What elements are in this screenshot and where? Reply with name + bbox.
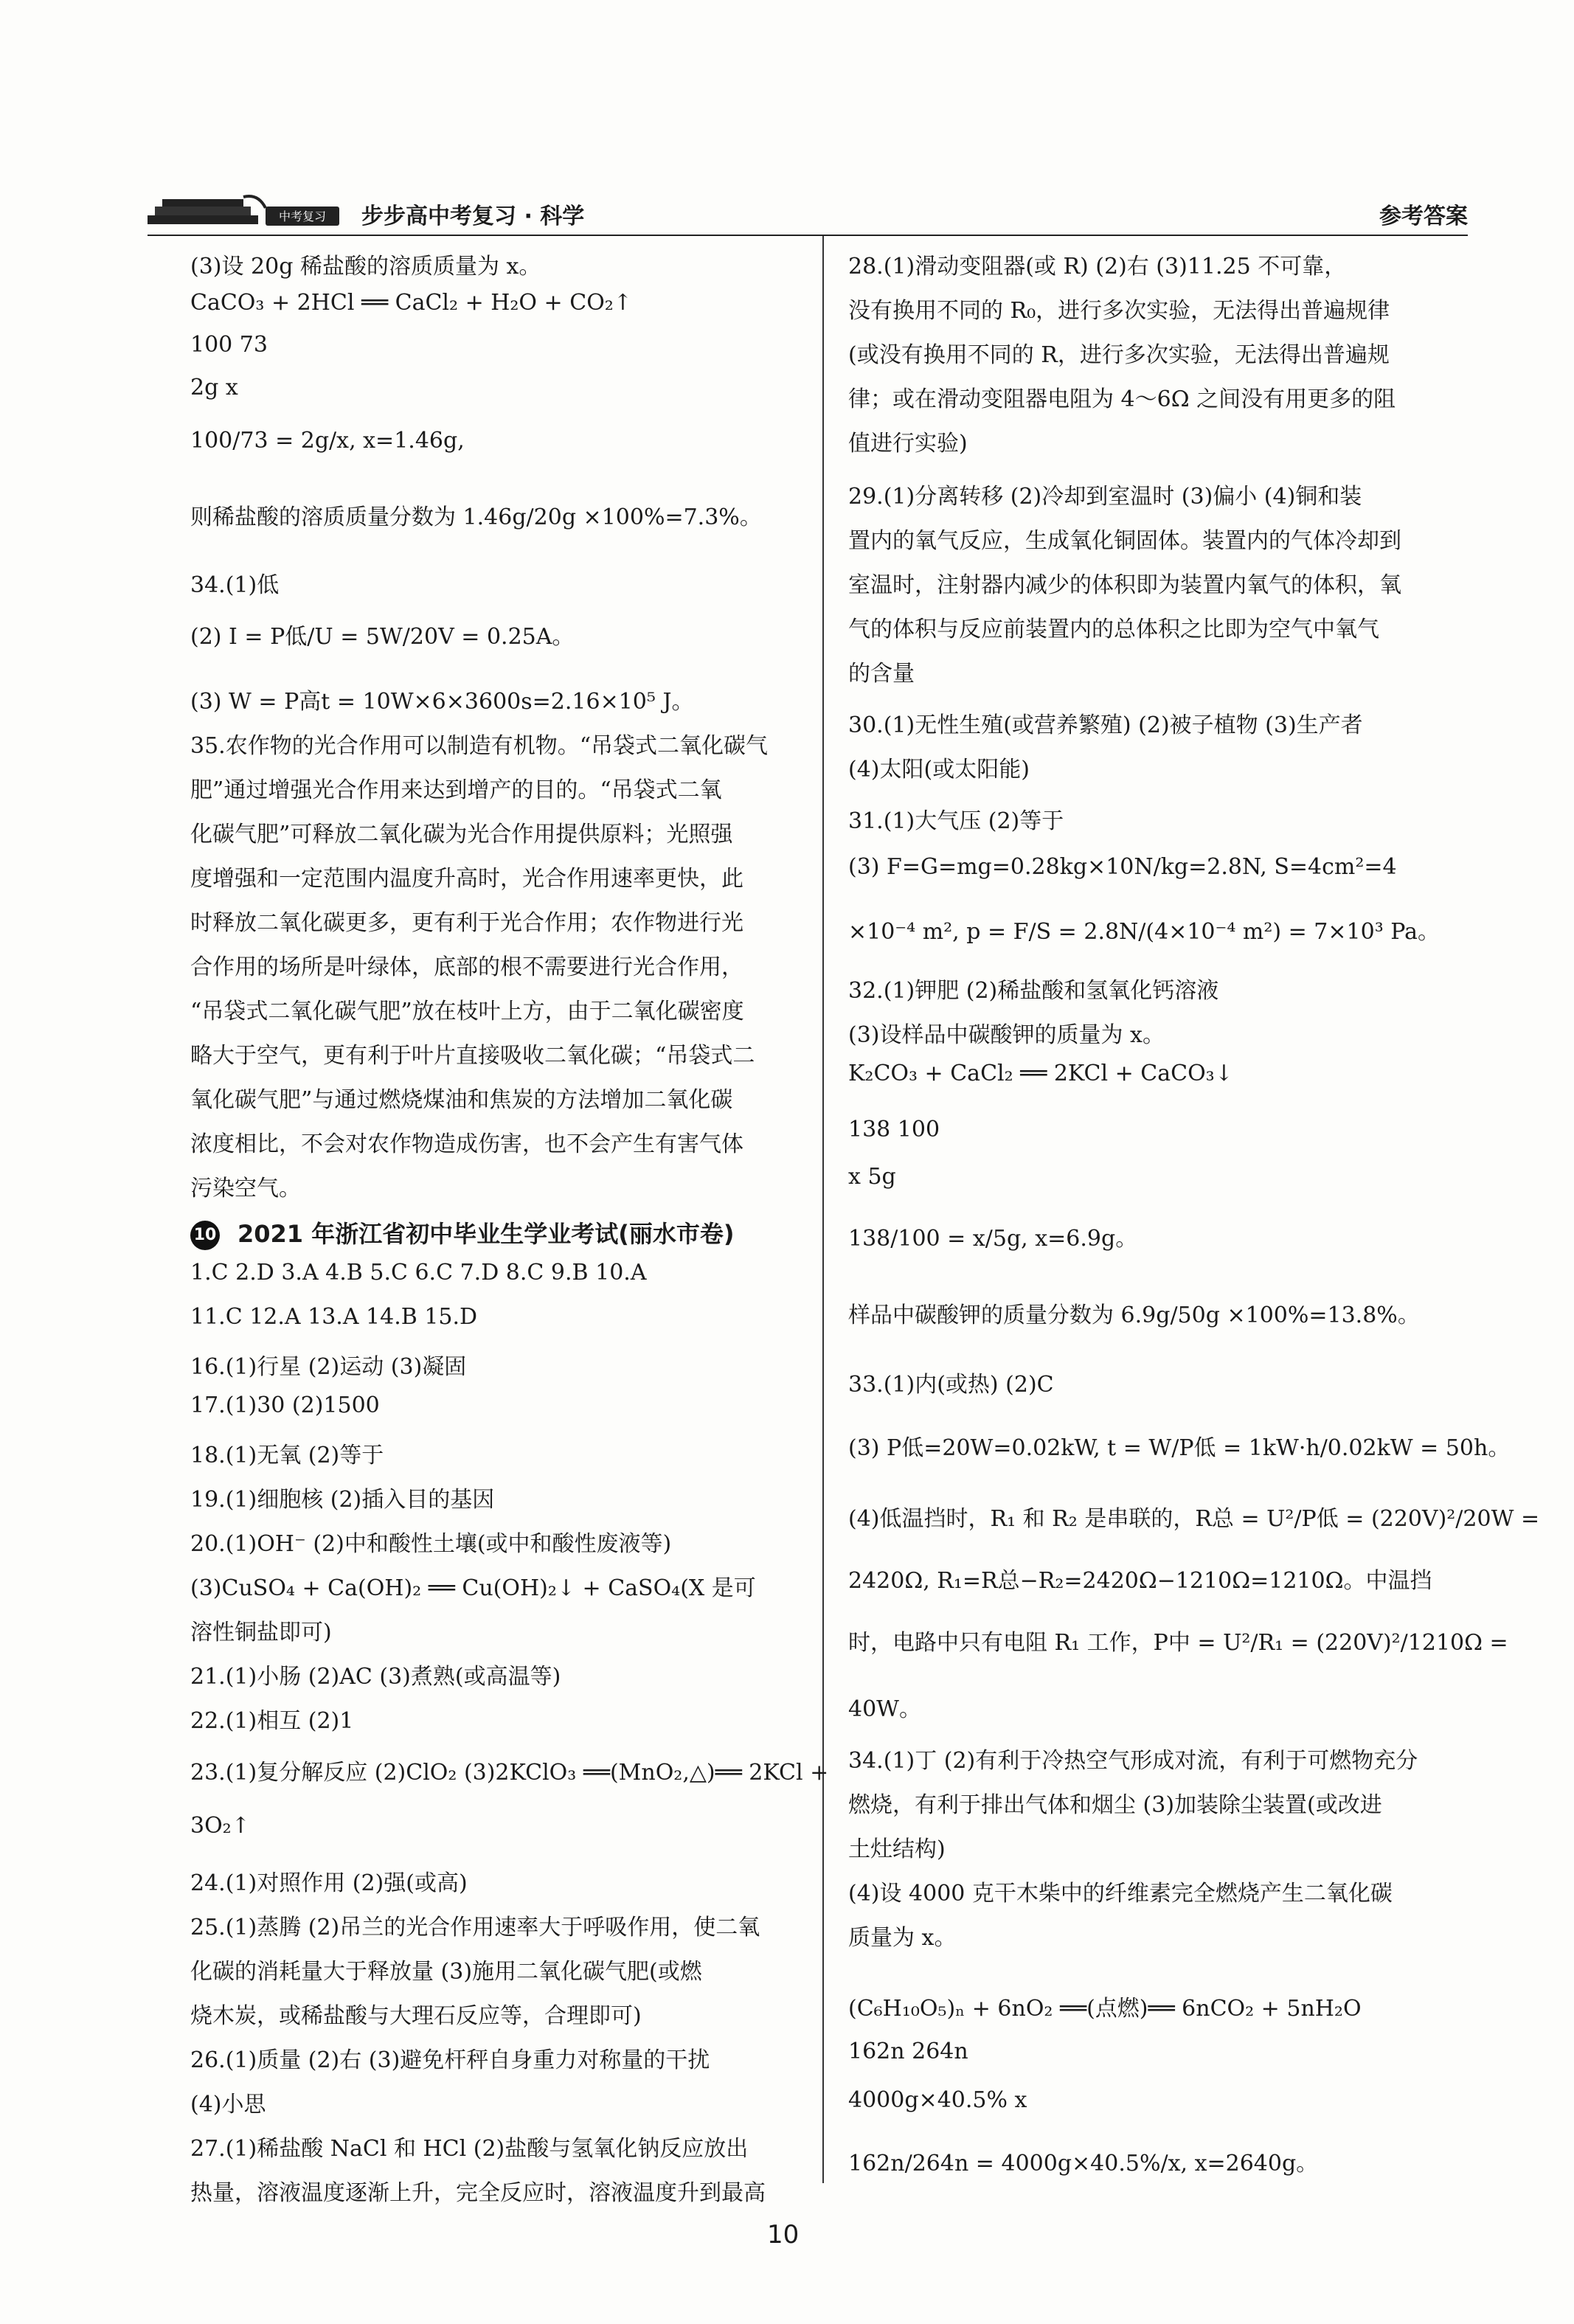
left-line: 则稀盐酸的溶质质量分数为 1.46g/20g ×100%=7.3%。 bbox=[190, 504, 762, 530]
left-line: 16.(1)行星 (2)运动 (3)凝固 bbox=[190, 1354, 467, 1380]
page-header bbox=[148, 193, 1468, 237]
section-label: 参考答案 bbox=[1379, 204, 1468, 229]
left-line: 11.C 12.A 13.A 14.B 15.D bbox=[190, 1304, 478, 1330]
right-line: 29.(1)分离转移 (2)冷却到室温时 (3)偏小 (4)铜和装 bbox=[848, 484, 1362, 510]
right-line: 燃烧，有利于排出气体和烟尘 (3)加装除尘装置(或改进 bbox=[848, 1792, 1382, 1818]
right-line: 室温时，注射器内减少的体积即为装置内氧气的体积，氧 bbox=[848, 572, 1401, 598]
left-line: 时释放二氧化碳更多，更有利于光合作用；农作物进行光 bbox=[190, 910, 743, 936]
right-line: 律；或在滑动变阻器电阻为 4～6Ω 之间没有用更多的阻 bbox=[848, 386, 1396, 412]
left-line: 氧化碳气肥”与通过燃烧煤油和焦炭的方法增加二氧化碳 bbox=[190, 1087, 733, 1113]
left-line: 肥”通过增强光合作用来达到增产的目的。“吊袋式二氧 bbox=[190, 777, 722, 803]
left-line: 35.农作物的光合作用可以制造有机物。“吊袋式二氧化碳气 bbox=[190, 733, 769, 759]
right-line: 138 100 bbox=[848, 1117, 940, 1142]
left-line: 1.C 2.D 3.A 4.B 5.C 6.C 7.D 8.C 9.B 10.A bbox=[190, 1260, 647, 1286]
right-line: 4000g×40.5% x bbox=[848, 2087, 1027, 2113]
right-line: 34.(1)丁 (2)有利于冷热空气形成对流，有利于可燃物充分 bbox=[848, 1748, 1418, 1774]
left-line: (2) I = P低/U = 5W/20V = 0.25A。 bbox=[190, 624, 575, 650]
right-line: K₂CO₃ + CaCl₂ ══ 2KCl + CaCO₃↓ bbox=[848, 1061, 1233, 1086]
right-line: (3)设样品中碳酸钾的质量为 x。 bbox=[848, 1022, 1165, 1048]
right-line: 138/100 = x/5g, x=6.9g。 bbox=[848, 1226, 1138, 1252]
right-line: 没有换用不同的 R₀，进行多次实验，无法得出普遍规律 bbox=[848, 298, 1390, 324]
column-divider bbox=[822, 236, 824, 2183]
header-rule bbox=[148, 235, 1468, 236]
left-line: 22.(1)相互 (2)1 bbox=[190, 1708, 354, 1734]
left-line: 34.(1)低 bbox=[190, 572, 280, 598]
right-line: 28.(1)滑动变阻器(或 R) (2)右 (3)11.25 不可靠， bbox=[848, 254, 1347, 280]
right-line: 2420Ω, R₁=R总−R₂=2420Ω−1210Ω=1210Ω。中温挡 bbox=[848, 1568, 1432, 1594]
book-title: 步步高中考复习 · 科学 bbox=[361, 204, 585, 229]
left-line: 20.(1)OH⁻ (2)中和酸性土壤(或中和酸性废液等) bbox=[190, 1531, 672, 1557]
right-line: (4)太阳(或太阳能) bbox=[848, 757, 1030, 783]
left-line: “吊袋式二氧化碳气肥”放在枝叶上方，由于二氧化碳密度 bbox=[190, 999, 744, 1024]
left-line: 烧木炭，或稀盐酸与大理石反应等，合理即可) bbox=[190, 2003, 642, 2029]
right-line: (或没有换用不同的 R，进行多次实验，无法得出普遍规 bbox=[848, 342, 1390, 368]
left-line: 2g x bbox=[190, 375, 238, 400]
right-line: ×10⁻⁴ m², p = F/S = 2.8N/(4×10⁻⁴ m²) = 7×10³ Pa。 bbox=[848, 919, 1440, 945]
section-number-badge: 10 bbox=[190, 1221, 220, 1250]
right-line: 土灶结构) bbox=[848, 1836, 946, 1862]
left-line: CaCO₃ + 2HCl ══ CaCl₂ + H₂O + CO₂↑ bbox=[190, 290, 632, 316]
right-line: 162n/264n = 4000g×40.5%/x, x=2640g。 bbox=[848, 2151, 1319, 2176]
right-line: 质量为 x。 bbox=[848, 1925, 957, 1951]
left-line: 100/73 = 2g/x, x=1.46g, bbox=[190, 428, 465, 454]
right-line: (C₆H₁₀O₅)ₙ + 6nO₂ ══(点燃)══ 6nCO₂ + 5nH₂O bbox=[848, 1996, 1362, 2022]
right-line: x 5g bbox=[848, 1164, 896, 1190]
left-line: 23.(1)复分解反应 (2)ClO₂ (3)2KClO₃ ══(MnO₂,△)══ 2KCl + bbox=[190, 1760, 829, 1786]
right-line: 样品中碳酸钾的质量分数为 6.9g/50g ×100%=13.8%。 bbox=[848, 1303, 1420, 1328]
right-line: 气的体积与反应前装置内的总体积之比即为空气中氧气 bbox=[848, 617, 1379, 642]
left-line: 17.(1)30 (2)1500 bbox=[190, 1392, 380, 1418]
left-line: 27.(1)稀盐酸 NaCl 和 HCl (2)盐酸与氢氧化钠反应放出 bbox=[190, 2136, 749, 2162]
left-line: (3)设 20g 稀盐酸的溶质质量为 x。 bbox=[190, 254, 541, 280]
left-line: 浓度相比，不会对农作物造成伤害，也不会产生有害气体 bbox=[190, 1131, 743, 1157]
right-line: 30.(1)无性生殖(或营养繁殖) (2)被子植物 (3)生产者 bbox=[848, 712, 1363, 738]
left-line: 污染空气。 bbox=[190, 1176, 301, 1201]
right-line: 33.(1)内(或热) (2)C bbox=[848, 1372, 1054, 1398]
book-logo-icon bbox=[148, 193, 347, 235]
right-line: 32.(1)钾肥 (2)稀盐酸和氢氧化钙溶液 bbox=[848, 978, 1219, 1004]
right-line: 31.(1)大气压 (2)等于 bbox=[848, 808, 1064, 834]
left-line: 26.(1)质量 (2)右 (3)避免杆秤自身重力对称量的干扰 bbox=[190, 2047, 710, 2073]
left-line: 21.(1)小肠 (2)AC (3)煮熟(或高温等) bbox=[190, 1664, 561, 1690]
page-number: 10 bbox=[767, 2220, 800, 2250]
left-line: 25.(1)蒸腾 (2)吊兰的光合作用速率大于呼吸作用，使二氧 bbox=[190, 1915, 760, 1940]
section-title-text: 2021 年浙江省初中毕业生学业考试(丽水市卷) bbox=[238, 1220, 735, 1248]
left-line: 度增强和一定范围内温度升高时，光合作用速率更快，此 bbox=[190, 866, 743, 892]
left-line: (3) W = P高t = 10W×6×3600s=2.16×10⁵ J。 bbox=[190, 689, 694, 715]
logo-text: 中考复习 bbox=[278, 209, 327, 223]
right-line: 值进行实验) bbox=[848, 431, 968, 457]
right-line: 40W。 bbox=[848, 1696, 922, 1722]
left-line: 合作用的场所是叶绿体，底部的根不需要进行光合作用， bbox=[190, 954, 743, 980]
right-line: 162n 264n bbox=[848, 2039, 968, 2064]
left-line: 18.(1)无氧 (2)等于 bbox=[190, 1443, 384, 1468]
left-line: 化碳的消耗量大于释放量 (3)施用二氧化碳气肥(或燃 bbox=[190, 1959, 702, 1985]
left-line: 热量，溶液温度逐渐上升，完全反应时，溶液温度升到最高 bbox=[190, 2180, 766, 2206]
left-line: 19.(1)细胞核 (2)插入目的基因 bbox=[190, 1487, 495, 1513]
left-line: 溶性铜盐即可) bbox=[190, 1620, 332, 1645]
left-line: (3)CuSO₄ + Ca(OH)₂ ══ Cu(OH)₂↓ + CaSO₄(X 是可 bbox=[190, 1575, 756, 1601]
right-line: (4)低温挡时，R₁ 和 R₂ 是串联的，R总 = U²/P低 = (220V)²/20W = bbox=[848, 1506, 1540, 1532]
exam-section-title bbox=[190, 1215, 734, 1250]
right-line: (3) F=G=mg=0.28kg×10N/kg=2.8N, S=4cm²=4 bbox=[848, 854, 1397, 880]
right-line: 的含量 bbox=[848, 661, 915, 687]
right-line: (4)设 4000 克干木柴中的纤维素完全燃烧产生二氧化碳 bbox=[848, 1881, 1393, 1907]
left-line: (4)小思 bbox=[190, 2092, 266, 2117]
left-line: 24.(1)对照作用 (2)强(或高) bbox=[190, 1870, 468, 1896]
right-line: 时，电路中只有电阻 R₁ 工作，P中 = U²/R₁ = (220V)²/1210Ω = bbox=[848, 1630, 1508, 1656]
left-line: 3O₂↑ bbox=[190, 1813, 250, 1839]
left-line: 化碳气肥”可释放二氧化碳为光合作用提供原料；光照强 bbox=[190, 822, 733, 847]
right-line: 置内的氧气反应，生成氧化铜固体。装置内的气体冷却到 bbox=[848, 528, 1401, 554]
left-line: 略大于空气，更有利于叶片直接吸收二氧化碳；“吊袋式二 bbox=[190, 1043, 755, 1069]
right-line: (3) P低=20W=0.02kW, t = W/P低 = 1kW·h/0.02kW = 50h。 bbox=[848, 1435, 1511, 1461]
left-line: 100 73 bbox=[190, 332, 268, 358]
